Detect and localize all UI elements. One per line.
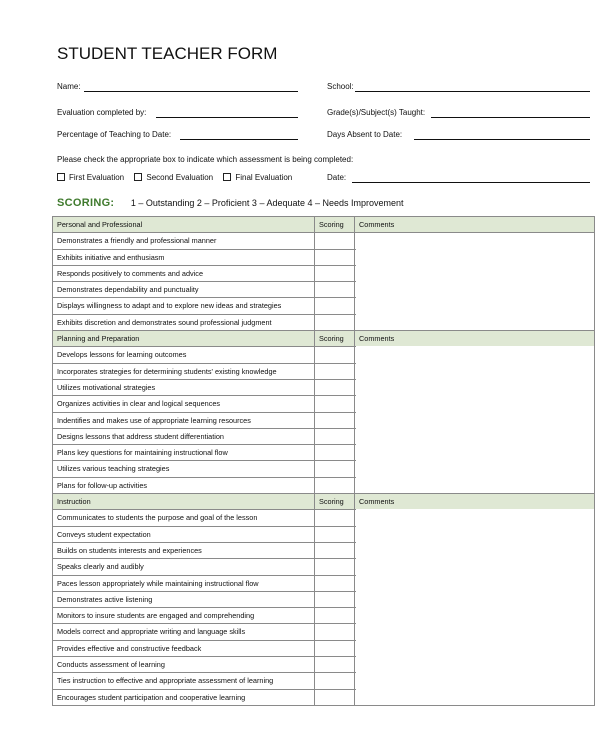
score-cell[interactable] [315,396,355,411]
score-cell[interactable] [315,641,355,656]
score-cell[interactable] [315,364,355,379]
score-cell[interactable] [315,282,355,297]
section-title: Planning and Preparation [53,331,315,346]
checkbox-icon[interactable] [134,173,142,181]
score-cell[interactable] [315,592,355,607]
date-label: Date: [327,173,347,182]
criterion-label: Indentifies and makes use of appropriate learning resources [53,413,315,428]
evaluation-table [52,216,595,706]
name-label: Name: [57,82,81,91]
comments-column-header: Comments [359,220,395,229]
section-header-row [53,330,594,346]
section-title: Instruction [53,494,315,509]
option-second-evaluation[interactable] [134,173,213,182]
criterion-label: Encourages student participation and cooperative learning [53,690,315,705]
score-cell[interactable] [315,624,355,639]
scoring-title: SCORING: [57,197,115,209]
score-cell[interactable] [315,690,355,705]
page-title: STUDENT TEACHER FORM [57,44,278,63]
table-section [53,217,594,330]
scoring-column-header: Scoring [315,217,355,232]
criterion-label: Paces lesson appropriately while maintaining instructional flow [53,576,315,591]
grades-subjects-label: Grade(s)/Subject(s) Taught: [327,108,426,117]
comments-column-header: Comments [359,334,395,344]
criterion-label: Demonstrates a friendly and professional manner [53,233,315,248]
score-cell[interactable] [315,478,355,493]
percentage-line[interactable] [180,139,298,140]
criterion-label: Conducts assessment of learning [53,657,315,672]
scoring-column-header: Scoring [315,494,355,509]
score-cell[interactable] [315,298,355,313]
name-line[interactable] [84,91,298,92]
criterion-label: Demonstrates dependability and punctuality [53,282,315,297]
score-cell[interactable] [315,543,355,558]
comments-box[interactable] [356,346,594,493]
score-cell[interactable] [315,413,355,428]
criterion-label: Provides effective and constructive feedback [53,641,315,656]
score-cell[interactable] [315,250,355,265]
checkbox-icon[interactable] [57,173,65,181]
comments-column-header: Comments [359,497,395,507]
score-cell[interactable] [315,527,355,542]
score-cell[interactable] [315,445,355,460]
criterion-label: Responds positively to comments and advice [53,266,315,281]
criterion-label: Models correct and appropriate writing and language skills [53,624,315,639]
school-line[interactable] [355,91,590,92]
option-label: Final Evaluation [235,173,293,182]
criterion-label: Conveys student expectation [53,527,315,542]
criterion-label: Organizes activities in clear and logical sequences [53,396,315,411]
checkbox-icon[interactable] [223,173,231,181]
days-absent-line[interactable] [414,139,590,140]
table-section [53,330,594,493]
option-final-evaluation[interactable] [223,173,292,182]
criterion-label: Incorporates strategies for determining students' existing knowledge [53,364,315,379]
option-first-evaluation[interactable] [57,173,124,182]
criterion-label: Monitors to insure students are engaged and comprehending [53,608,315,623]
scoring-key [57,193,404,211]
option-label: Second Evaluation [146,173,214,182]
score-cell[interactable] [315,233,355,248]
score-cell[interactable] [315,608,355,623]
criterion-label: Ties instruction to effective and appropriate assessment of learning [53,673,315,688]
assessment-options [57,173,300,182]
school-label: School: [327,82,354,91]
criterion-label: Designs lessons that address student differentiation [53,429,315,444]
score-cell[interactable] [315,559,355,574]
score-cell[interactable] [315,266,355,281]
score-cell[interactable] [315,461,355,476]
score-cell[interactable] [315,380,355,395]
days-absent-label: Days Absent to Date: [327,130,403,139]
section-header-row [53,217,594,232]
criterion-label: Plans key questions for maintaining instructional flow [53,445,315,460]
score-cell[interactable] [315,510,355,525]
table-section [53,493,594,705]
criterion-label: Builds on students interests and experiences [53,543,315,558]
comments-box[interactable] [356,233,594,330]
evaluation-completed-by-line[interactable] [156,117,298,118]
evaluation-completed-by-label: Evaluation completed by: [57,108,147,117]
section-header-row [53,493,594,509]
criterion-label: Utilizes various teaching strategies [53,461,315,476]
criterion-label: Displays willingness to adapt and to explore new ideas and strategies [53,298,315,313]
comments-box[interactable] [356,509,594,705]
criterion-label: Exhibits initiative and enthusiasm [53,250,315,265]
score-cell[interactable] [315,429,355,444]
scoring-column-header: Scoring [315,331,355,346]
score-cell[interactable] [315,315,355,330]
date-line[interactable] [352,182,590,183]
option-label: First Evaluation [69,173,125,182]
percentage-label: Percentage of Teaching to Date: [57,130,172,139]
grades-subjects-line[interactable] [431,117,590,118]
criterion-label: Exhibits discretion and demonstrates sound professional judgment [53,315,315,330]
criterion-label: Speaks clearly and audibly [53,559,315,574]
criterion-label: Utilizes motivational strategies [53,380,315,395]
scoring-legend: 1 – Outstanding 2 – Proficient 3 – Adequate 4 – Needs Improvement [130,198,404,208]
score-cell[interactable] [315,673,355,688]
score-cell[interactable] [315,657,355,672]
criterion-label: Communicates to students the purpose and goal of the lesson [53,510,315,525]
criterion-label: Plans for follow-up activities [53,478,315,493]
criterion-label: Develops lessons for learning outcomes [53,347,315,362]
score-cell[interactable] [315,576,355,591]
assessment-instruction: Please check the appropriate box to indicate which assessment is being completed: [57,155,354,164]
section-title: Personal and Professional [53,217,315,232]
score-cell[interactable] [315,347,355,362]
criterion-label: Demonstrates active listening [53,592,315,607]
